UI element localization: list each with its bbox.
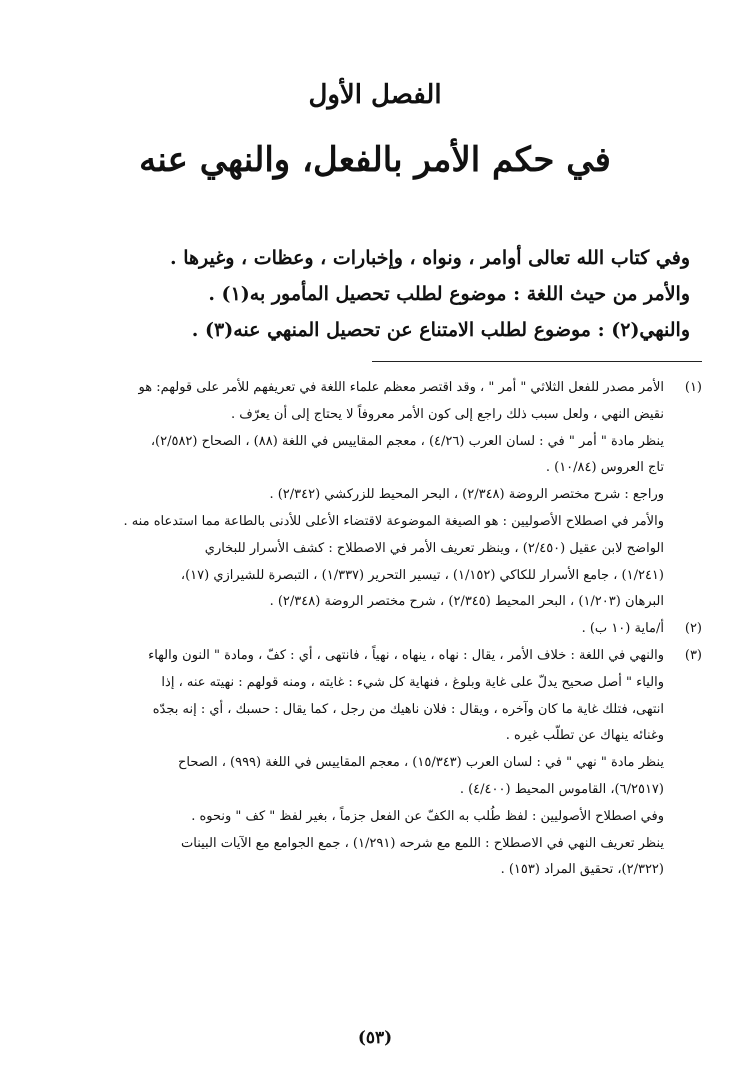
footnote-line: (٢)أ/ماية (١٠ ب) . [52,616,702,643]
footnote-line: وراجع : شرح مختصر الروضة (٢/٣٤٨) ، البحر المحيط للزركشي (٢/٣٤٢) . [269,487,664,503]
footnote-number: (٣) [684,647,702,663]
footnote-line: الواضح لابن عقيل (٢/٤٥٠) ، وينظر تعريف الأمر في الاصطلاح : كشف الأسرار للبخاري [204,540,664,556]
main-text [170,240,690,348]
footnote-line: ينظر مادة " نهي " في : لسان العرب (١٥/٣٤٣) ، معجم المقاييس في اللغة (٩٩٩) ، الصحاح [177,755,664,771]
footnote-number: (٢) [684,621,702,637]
footnote-line: تاج العروس (١٠/٨٤) . [545,460,664,476]
footnote-line: ينظر مادة " أمر " في : لسان العرب (٤/٢٦) ، معجم المقاييس في اللغة (٨٨) ، الصحاح (٢/٥٨٢)، [150,433,664,449]
footnotes [52,375,702,884]
footnote-line: والياء " أصل صحيح يدلّ على غاية وبلوغ ، فنهاية كل شيء : غايته ، ومنه قولهم : نهيته عنه ، إذا [161,674,664,690]
footnote-line: ينظر تعريف النهي في الاصطلاح : اللمع مع شرحه (١/٢٩١) ، جمع الجوامع مع الآيات البينات [181,835,664,851]
footnote-line: (٦/٢٥١٧)، القاموس المحيط (٤/٤٠٠) . [459,781,664,797]
page-number: (٥٣) [357,1028,393,1048]
footnote-separator [372,361,702,362]
footnote-line: نقيض النهي ، ولعل سبب ذلك راجع إلى كون الأمر معروفاً لا يحتاج إلى أن يعرّف . [231,406,664,422]
section-title: في حكم الأمر بالفعل، والنهي عنه [139,140,611,180]
chapter-title: الفصل الأول [308,80,442,110]
footnote-line: انتهى، فتلك غاية ما كان وآخره ، ويقال : فلان ناهيك من رجل ، كما يقال : حسبك ، أي : إنه بجدّه [152,701,664,717]
footnote-line: (١/٢٤١) ، جامع الأسرار للكاكي (١/١٥٢) ، تيسير التحرير (١/٣٣٧) ، التبصرة للشيرازي (١٧)، [180,567,664,583]
footnote-line: والأمر في اصطلاح الأصوليين : هو الصيغة الموضوعة لاقتضاء الأعلى للأدنى بالطاعة مما استدعاه منه . [123,513,664,529]
footnote-line: وفي اصطلاح الأصوليين : لفظ طُلب به الكفّ عن الفعل جزماً ، بغير لفظ " كف " ونحوه . [191,808,664,824]
footnote-line: البرهان (١/٢٠٣) ، البحر المحيط (٢/٣٤٥) ، شرح مختصر الروضة (٢/٣٤٨) . [269,594,664,610]
footnote-line: (١)الأمر مصدر للفعل الثلاثي " أمر " ، وقد اقتصر معظم علماء اللغة في تعريفهم للأمر على قولهم: هو [52,375,702,402]
main-text-line: والنهي(٢) : موضوع لطلب الامتناع عن تحصيل المنهي عنه(٣) . [191,319,690,341]
footnote-line: وغنائه ينهاك عن تطلّب غيره . [505,728,664,744]
footnote-line: (٣)والنهي في اللغة : خلاف الأمر ، يقال : نهاه ، ينهاه ، نهياً ، فانتهى ، أي : كفّ ، ومادة " النون والهاء [52,643,702,670]
footnote-number: (١) [684,380,702,395]
main-text-line: والأمر من حيث اللغة : موضوع لطلب تحصيل المأمور به(١) . [208,283,690,305]
footnote-line: (٢/٣٢٢)، تحقيق المراد (١٥٣) . [500,862,664,878]
main-text-line: وفي كتاب الله تعالى أوامر ، ونواه ، وإخبارات ، وعظات ، وغيرها . [170,247,690,269]
